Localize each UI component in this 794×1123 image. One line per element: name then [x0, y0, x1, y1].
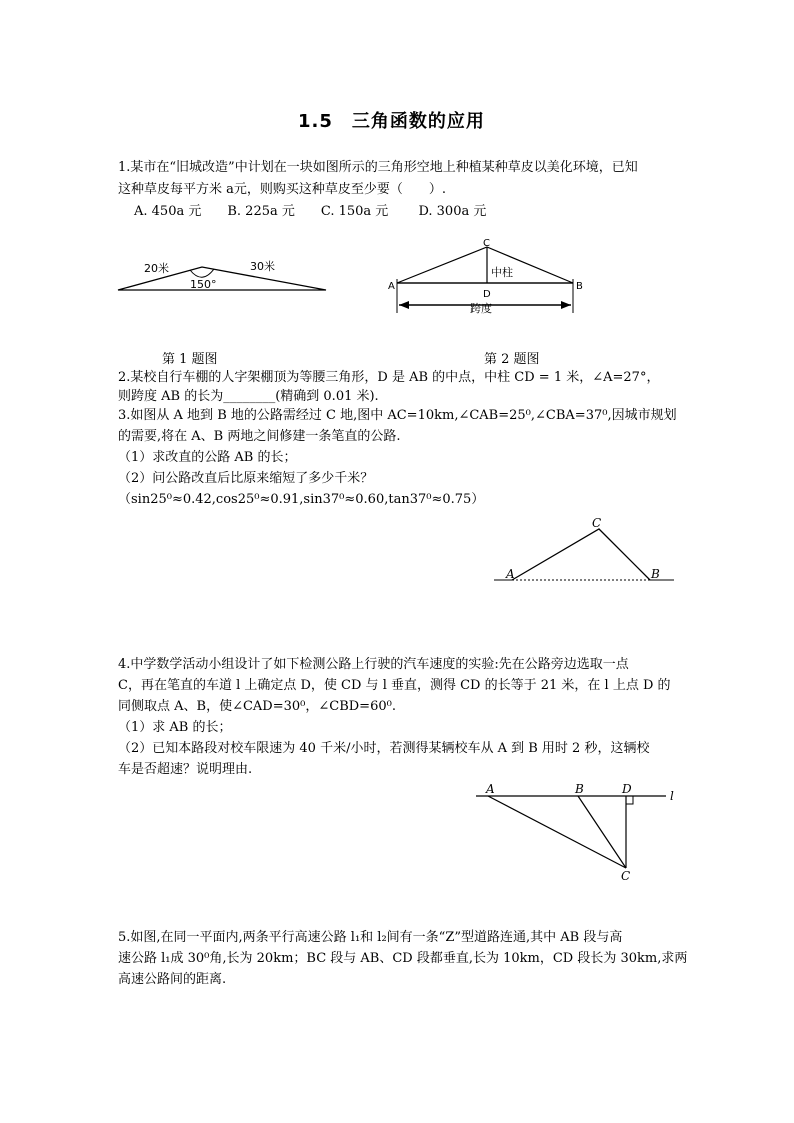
q5-line-1: 5.如图,在同一平面内,两条平行高速公路 l₁和 l₂间有一条“Z”型道路连通,其中 AB 段与高	[118, 930, 623, 945]
q3-line-3: （1）求改直的公路 AB 的长；	[118, 450, 297, 465]
fig1-left-side-label: 20米	[144, 262, 169, 275]
fig2-span-label: 跨度	[470, 302, 492, 315]
fig2-label-a: A	[388, 281, 395, 292]
figure-2-truss	[385, 235, 590, 320]
fig2-span-arrow-left	[399, 301, 409, 309]
fig1-angle-label: 150°	[190, 278, 217, 291]
q5-line-2: 速公路 l₁成 30⁰角,长为 20km；BC 段与 AB、CD 段都垂直,长为 10km，CD 段长为 30km,求两	[118, 951, 688, 966]
q4-line-2: C，再在笔直的车道 l 上确定点 D，使 CD 与 l 垂直，测得 CD 的长等于 21 米，在 l 上点 D 的	[118, 678, 671, 693]
fig2-span-arrow-right	[561, 301, 571, 309]
figure-4-speed-test	[470, 782, 685, 882]
q4-line-6: 车是否超速？说明理由.	[118, 762, 253, 777]
fig4-right-angle-mark	[626, 796, 633, 804]
q4-line-4: （1）求 AB 的长；	[118, 720, 232, 735]
page-title: 1.5 三角函数的应用	[298, 111, 485, 132]
q3-line-5: （sin25⁰≈0.42,cos25⁰≈0.91,sin37⁰≈0.60,tan37⁰≈0.75）	[118, 492, 485, 507]
fig3-label-a: A	[506, 567, 515, 581]
q5-line-3: 高速公路间的距离.	[118, 972, 227, 987]
fig4-line-ac	[488, 796, 626, 868]
q3-line-4: （2）问公路改直后比原来缩短了多少千米？	[118, 471, 374, 486]
fig3-road-acb	[512, 529, 650, 580]
fig1-right-side-label: 30米	[250, 260, 275, 273]
q1-options: A. 450a 元 B. 225a 元 C. 150a 元 D. 300a 元	[134, 204, 487, 219]
fig2-roof-triangle	[397, 247, 573, 283]
fig4-label-c: C	[621, 869, 631, 882]
q2-line-2: 则跨度 AB 的长为________(精确到 0.01 米).	[118, 389, 379, 404]
fig2-label-b: B	[576, 281, 583, 292]
q4-line-3: 同侧取点 A、B，使∠CAD=30⁰，∠CBD=60⁰.	[118, 699, 396, 714]
figure-3-road	[490, 515, 680, 587]
q3-line-2: 的需要,将在 A、B 两地之间修建一条笔直的公路.	[118, 429, 401, 444]
q2-line-1: 2.某校自行车棚的人字架棚顶为等腰三角形，D 是 AB 的中点，中柱 CD = 1 米，∠A=27°，	[118, 370, 660, 385]
q4-line-1: 4.中学数学活动小组设计了如下检测公路上行驶的汽车速度的实验:先在公路旁边选取一点	[118, 657, 629, 672]
fig4-label-d: D	[622, 782, 632, 796]
fig4-line-bc	[578, 796, 626, 868]
fig4-label-b: B	[575, 782, 584, 796]
figure-1-caption: 第 1 题图	[162, 352, 218, 367]
q4-line-5: （2）已知本路段对校车限速为 40 千米/小时，若测得某辆校车从 A 到 B 用时 2 秒，这辆校	[118, 741, 650, 756]
fig4-label-l: l	[670, 789, 674, 803]
q1-line-1: 1.某市在“旧城改造”中计划在一块如图所示的三角形空地上种植某种草皮以美化环境，已知	[118, 160, 638, 175]
q3-line-1: 3.如图从 A 地到 B 地的公路需经过 C 地,图中 AC=10km,∠CAB=25⁰,∠CBA=37⁰,因城市规划	[118, 408, 677, 423]
fig3-label-b: B	[651, 567, 660, 581]
q1-line-2: 这种草皮每平方米 a元，则购买这种草皮至少要（ ）.	[118, 182, 447, 197]
fig2-pillar-label: 中柱	[491, 266, 513, 279]
figure-1-triangle	[112, 255, 332, 300]
fig3-label-c: C	[592, 516, 602, 530]
fig1-angle-arc	[190, 269, 214, 277]
fig2-label-c: C	[483, 238, 490, 249]
figure-2-caption: 第 2 题图	[484, 352, 540, 367]
fig4-label-a: A	[486, 782, 495, 796]
fig2-label-d: D	[483, 289, 491, 300]
